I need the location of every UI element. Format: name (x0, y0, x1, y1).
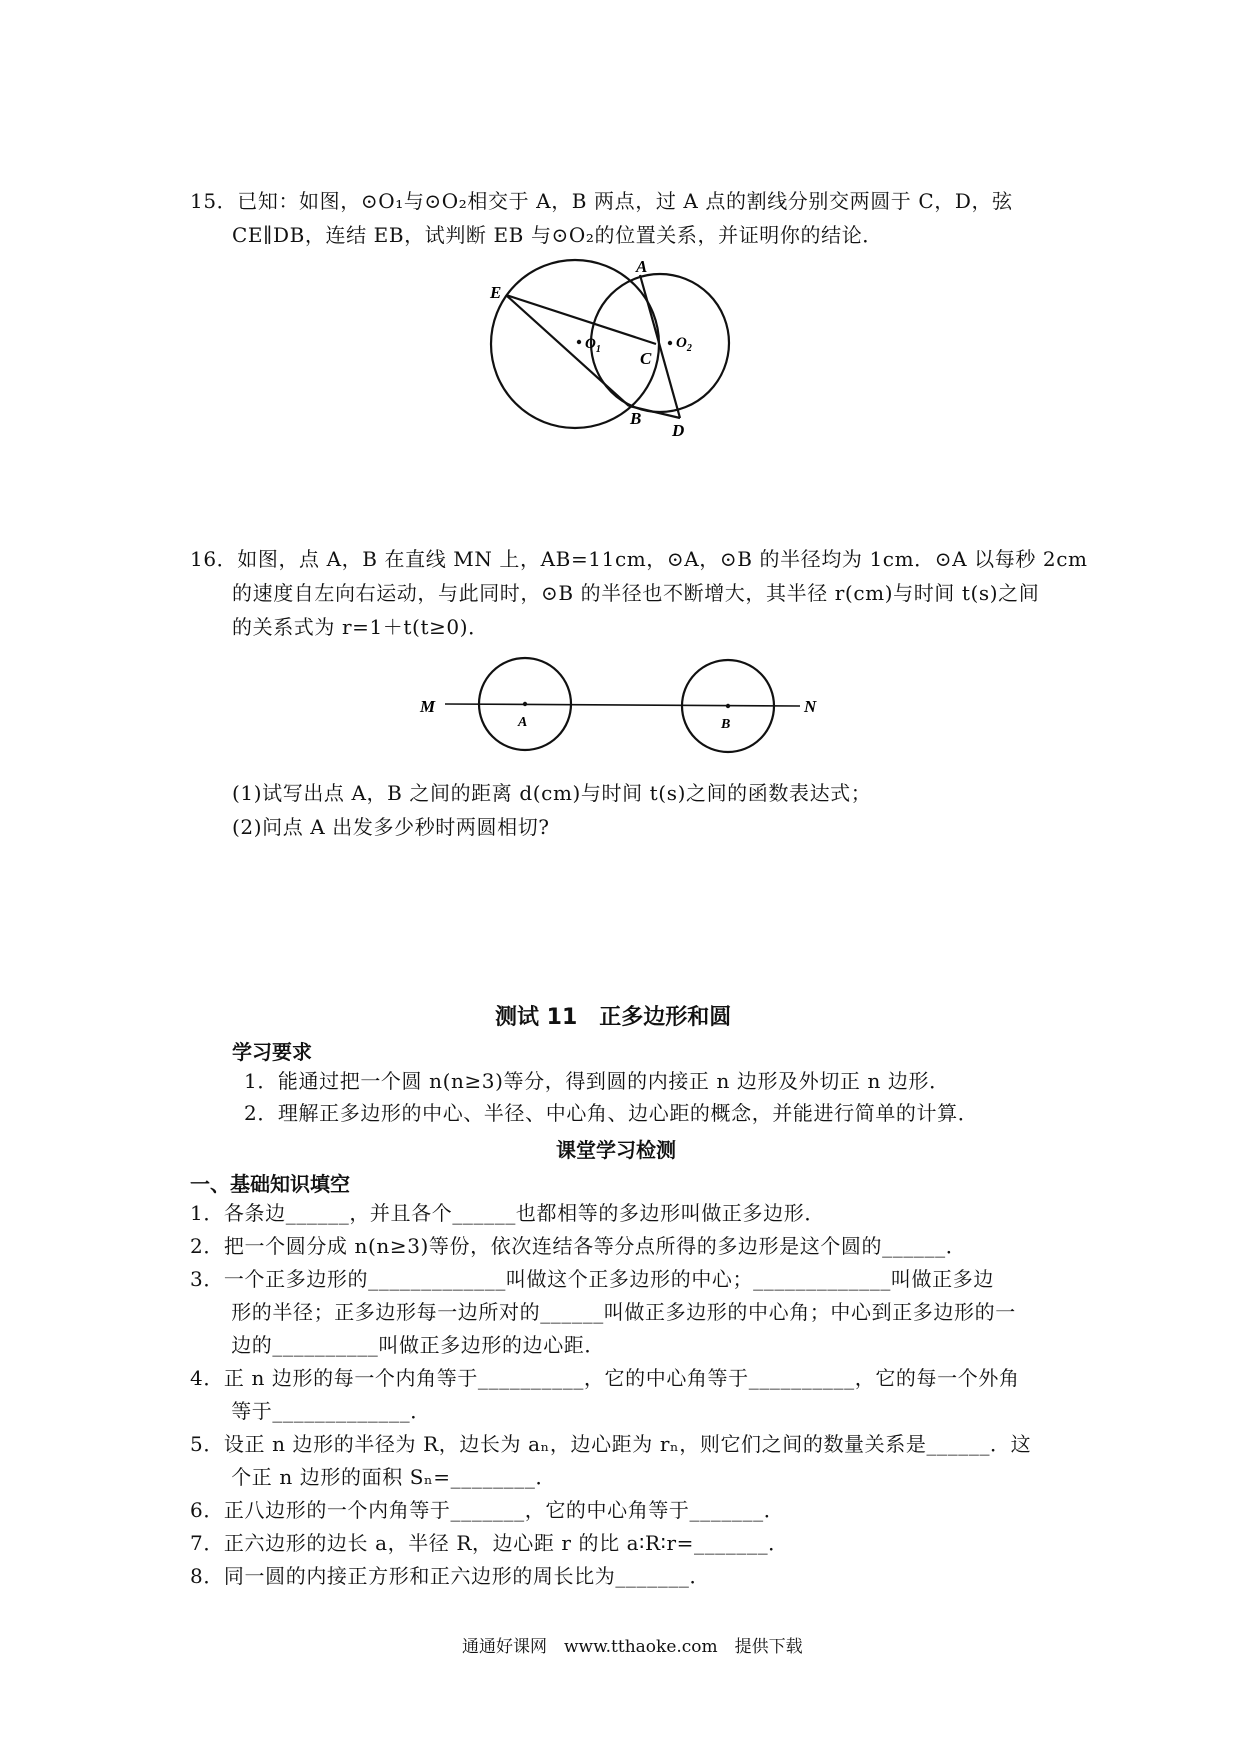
footer-credit: 通通好课网 www.tthaoke.com 提供下载 (462, 1637, 803, 1657)
label-b: B (721, 717, 731, 732)
label-b: B (630, 409, 642, 428)
requirements-heading: 学习要求 (232, 1040, 312, 1064)
item-8: 8．同一圆的内接正方形和正六边形的周长比为_______． (190, 1564, 711, 1588)
label-e: E (490, 283, 502, 302)
item-6: 6．正八边形的一个内角等于_______，它的中心角等于_______． (190, 1498, 785, 1522)
chord-ec (506, 295, 656, 344)
test11-title: 测试 11 正多边形和圆 (495, 1005, 732, 1030)
q15-figure (480, 258, 770, 438)
secant-ad (640, 275, 680, 418)
q16-sub-2: (2)问点 A 出发多少秒时两圆相切? (232, 815, 550, 839)
line-mn (445, 704, 800, 706)
circle-o1 (491, 260, 659, 428)
item-3-line-3: 边的__________叫做正多边形的边心距． (190, 1333, 605, 1357)
label-m: M (420, 697, 436, 716)
label-c: C (640, 349, 652, 368)
label-a: A (636, 258, 648, 276)
chord-eb (506, 295, 629, 406)
label-a: A (518, 715, 528, 730)
item-5-line-2: 个正 n 边形的面积 Sₙ=________． (190, 1465, 557, 1489)
q16-line-1: 16．如图，点 A，B 在直线 MN 上，AB=11cm，⊙A，⊙B 的半径均为 1cm．⊙A 以每秒 2cm (190, 547, 1088, 571)
q15-line-2: CE∥DB，连结 EB，试判断 EB 与⊙O₂的位置关系，并证明你的结论． (232, 223, 883, 247)
item-4-line-1: 4．正 n 边形的每一个内角等于__________，它的中心角等于__________，它的每一个外角 (190, 1366, 1020, 1390)
item-7: 7．正六边形的边长 a，半径 R，边心距 r 的比 a∶R∶r=_______． (190, 1531, 789, 1555)
item-3-line-2: 形的半径；正多边形每一边所对的______叫做正多边形的中心角；中心到正多边形的一 (190, 1300, 1016, 1324)
label-n: N (804, 697, 817, 716)
class-check-heading: 课堂学习检测 (556, 1138, 676, 1162)
q15-line-1: 15．已知：如图，⊙O₁与⊙O₂相交于 A，B 两点，过 A 点的割线分别交两圆于 C，D，弦 (190, 189, 1013, 213)
item-3-line-1: 3．一个正多边形的_____________叫做这个正多边形的中心；_____________叫做正多边 (190, 1267, 994, 1291)
item-2: 2．把一个圆分成 n(n≥3)等份，依次连结各等分点所得的多边形是这个圆的______． (190, 1234, 967, 1258)
item-4-line-2: 等于_____________． (190, 1399, 431, 1423)
label-d: D (672, 421, 685, 438)
label-o2: $O_2$ (676, 335, 692, 354)
requirement-2: 2．理解正多边形的中心、半径、中心角、边心距的概念，并能进行简单的计算． (244, 1101, 979, 1125)
requirement-1: 1．能通过把一个圆 n(n≥3)等分，得到圆的内接正 n 边形及外切正 n 边形． (244, 1069, 950, 1093)
q16-line-3: 的关系式为 r=1＋t(t≥0)． (232, 615, 489, 639)
item-1: 1．各条边______，并且各个______也都相等的多边形叫做正多边形． (190, 1201, 825, 1225)
section-1-heading: 一、基础知识填空 (190, 1172, 350, 1196)
item-5-line-1: 5．设正 n 边形的半径为 R，边长为 aₙ，边心距为 rₙ，则它们之间的数量关系是______．这 (190, 1432, 1032, 1456)
q16-figure (410, 656, 830, 756)
q16-sub-1: (1)试写出点 A，B 之间的距离 d(cm)与时间 t(s)之间的函数表达式； (232, 781, 872, 805)
label-o1: $O_1$ (585, 336, 601, 355)
q16-line-2: 的速度自左向右运动，与此同时，⊙B 的半径也不断增大，其半径 r(cm)与时间 t(s)之间 (232, 581, 1040, 605)
